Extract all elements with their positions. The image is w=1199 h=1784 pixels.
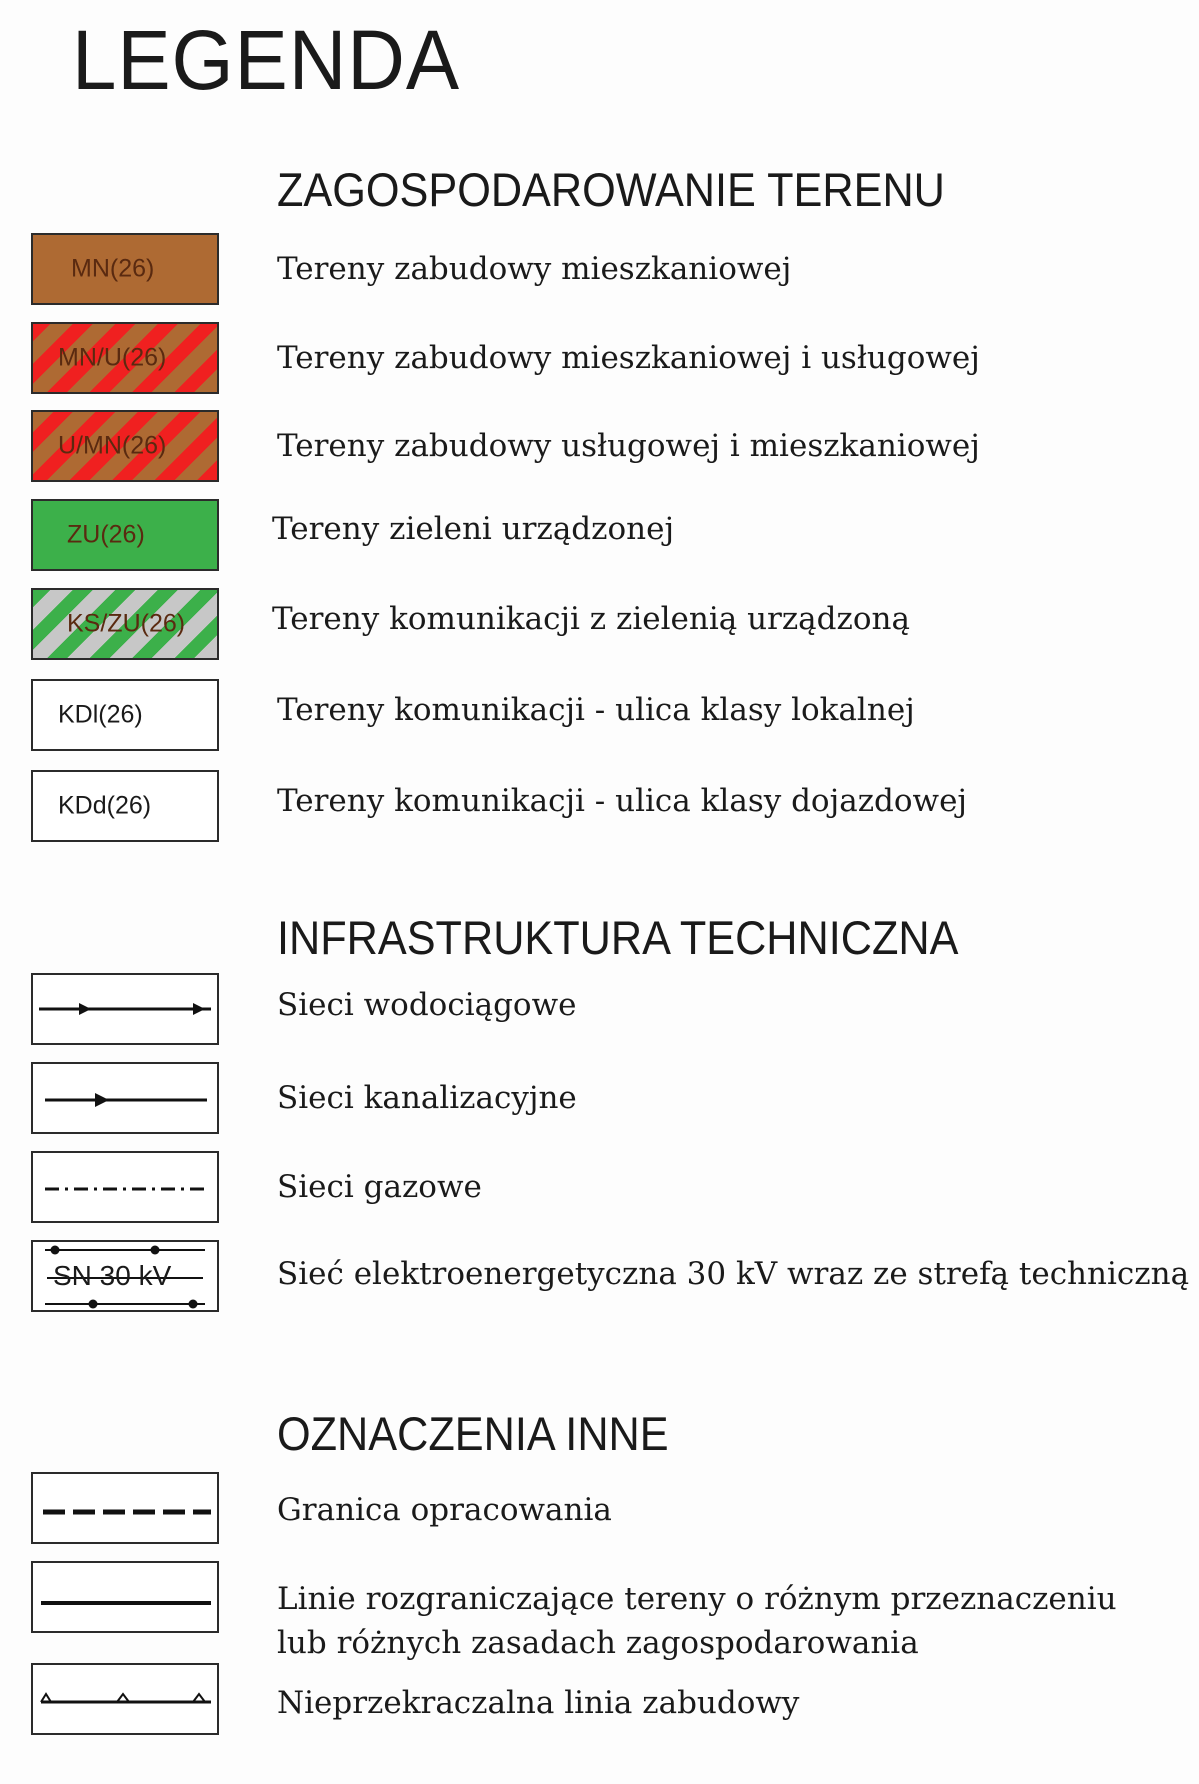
power-line-label: SN 30 kV	[53, 1260, 172, 1291]
swatch-code: MN(26)	[71, 254, 155, 283]
symbol-box-dividing-line	[31, 1561, 219, 1633]
legend-label-power: Sieć elektroenergetyczna 30 kV wraz ze strefą techniczną	[277, 1256, 1190, 1292]
swatch-code: U/MN(26)	[58, 431, 167, 460]
section-heading-land-use: ZAGOSPODAROWANIE TERENU	[277, 163, 945, 216]
water-line-icon	[33, 975, 217, 1043]
legend-label-water: Sieci wodociągowe	[277, 987, 577, 1023]
swatch-code: MN/U(26)	[58, 343, 167, 372]
symbol-box-gas	[31, 1151, 219, 1223]
symbol-box-power	[31, 1240, 219, 1312]
gas-line-icon	[33, 1153, 217, 1221]
swatch-mn	[31, 233, 219, 305]
sewer-line-icon	[33, 1064, 217, 1132]
boundary-dashed-line-icon	[33, 1474, 217, 1542]
swatch-mn-u	[31, 322, 219, 394]
swatch-code: KDl(26)	[58, 700, 143, 729]
symbol-box-building-line	[31, 1663, 219, 1735]
legend-label-ks-zu: Tereny komunikacji z zielenią urządzoną	[272, 601, 910, 637]
swatch-kdl	[31, 679, 219, 751]
legend-label-mn-u: Tereny zabudowy mieszkaniowej i usługowej	[277, 340, 980, 376]
swatch-code: KS/ZU(26)	[67, 609, 186, 638]
solid-line-icon	[33, 1563, 217, 1631]
legend-label-building-line: Nieprzekraczalna linia zabudowy	[277, 1685, 800, 1721]
symbol-box-sewer	[31, 1062, 219, 1134]
legend-label-boundary: Granica opracowania	[277, 1492, 612, 1528]
legend-label-zu: Tereny zieleni urządzonej	[272, 511, 675, 547]
legend-label-dividing-line: Linie rozgraniczające tereny o różnym przeznaczeniu	[277, 1581, 1117, 1617]
legend-label-u-mn: Tereny zabudowy usługowej i mieszkaniowej	[277, 428, 980, 464]
section-heading-other: OZNACZENIA INNE	[277, 1407, 669, 1460]
legend-label-gas: Sieci gazowe	[277, 1169, 482, 1205]
section-heading-infrastructure: INFRASTRUKTURA TECHNICZNA	[277, 911, 959, 964]
legend-label-kdd: Tereny komunikacji - ulica klasy dojazdowej	[277, 783, 968, 819]
swatch-zu	[31, 499, 219, 571]
swatch-ks-zu	[31, 588, 219, 660]
legend-label-kdl: Tereny komunikacji - ulica klasy lokalnej	[277, 692, 915, 728]
legend-title: LEGENDA	[72, 13, 461, 107]
building-line-icon	[33, 1665, 217, 1733]
symbol-box-boundary	[31, 1472, 219, 1544]
swatch-code: ZU(26)	[67, 520, 145, 549]
legend-label-sewer: Sieci kanalizacyjne	[277, 1080, 577, 1116]
symbol-box-water	[31, 973, 219, 1045]
swatch-u-mn	[31, 410, 219, 482]
legend-label-mn: Tereny zabudowy mieszkaniowej	[277, 251, 792, 287]
legend-label-dividing-line-2: lub różnych zasadach zagospodarowania	[277, 1625, 919, 1661]
swatch-kdd	[31, 770, 219, 842]
swatch-code: KDd(26)	[58, 791, 152, 820]
